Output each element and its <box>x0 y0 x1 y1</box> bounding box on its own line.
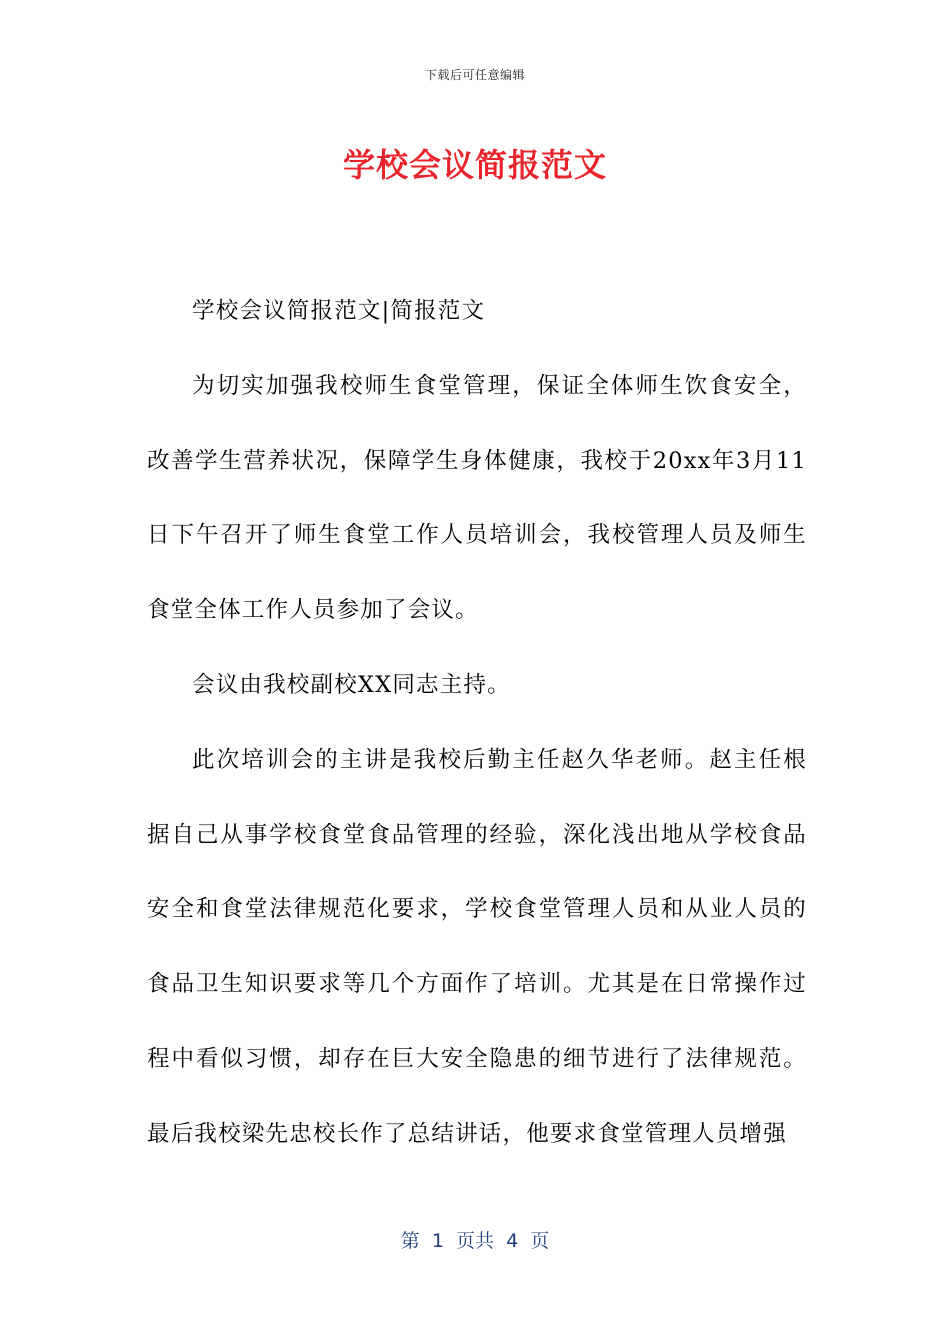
header-note: 下载后可任意编辑 <box>424 68 525 82</box>
paragraph-intro: 为切实加强我校师生食堂管理，保证全体师生饮食安全，改善学生营养状况，保障学生身体健康，我校于20xx年3月11日下午召开了师生食堂工作人员培训会，我校管理人员及师生食堂全体工作人员参加了会议。 <box>147 372 807 624</box>
document-body <box>147 274 807 1172</box>
page-footer: 第 1 页共 4 页 <box>400 1230 550 1252</box>
paragraph-host: 会议由我校副校XX同志主持。 <box>192 671 511 698</box>
paragraph-training: 此次培训会的主讲是我校后勤主任赵久华老师。赵主任根据自己从事学校食堂食品管理的经验，深化浅出地从学校食品安全和食堂法律规范化要求，学校食堂管理人员和从业人员的食品卫生知识要求等几个方面作了培训。尤其是在日常操作过程中看似习惯，却存在巨大安全隐患的细节进行了法律规范。最后我校梁先忠校长作了总结讲话，他要求食堂管理人员增强 <box>147 746 807 1147</box>
paragraph-subtitle: 学校会议简报范文|简报范文 <box>192 298 486 324</box>
document-title: 学校会议简报范文 <box>342 146 607 184</box>
